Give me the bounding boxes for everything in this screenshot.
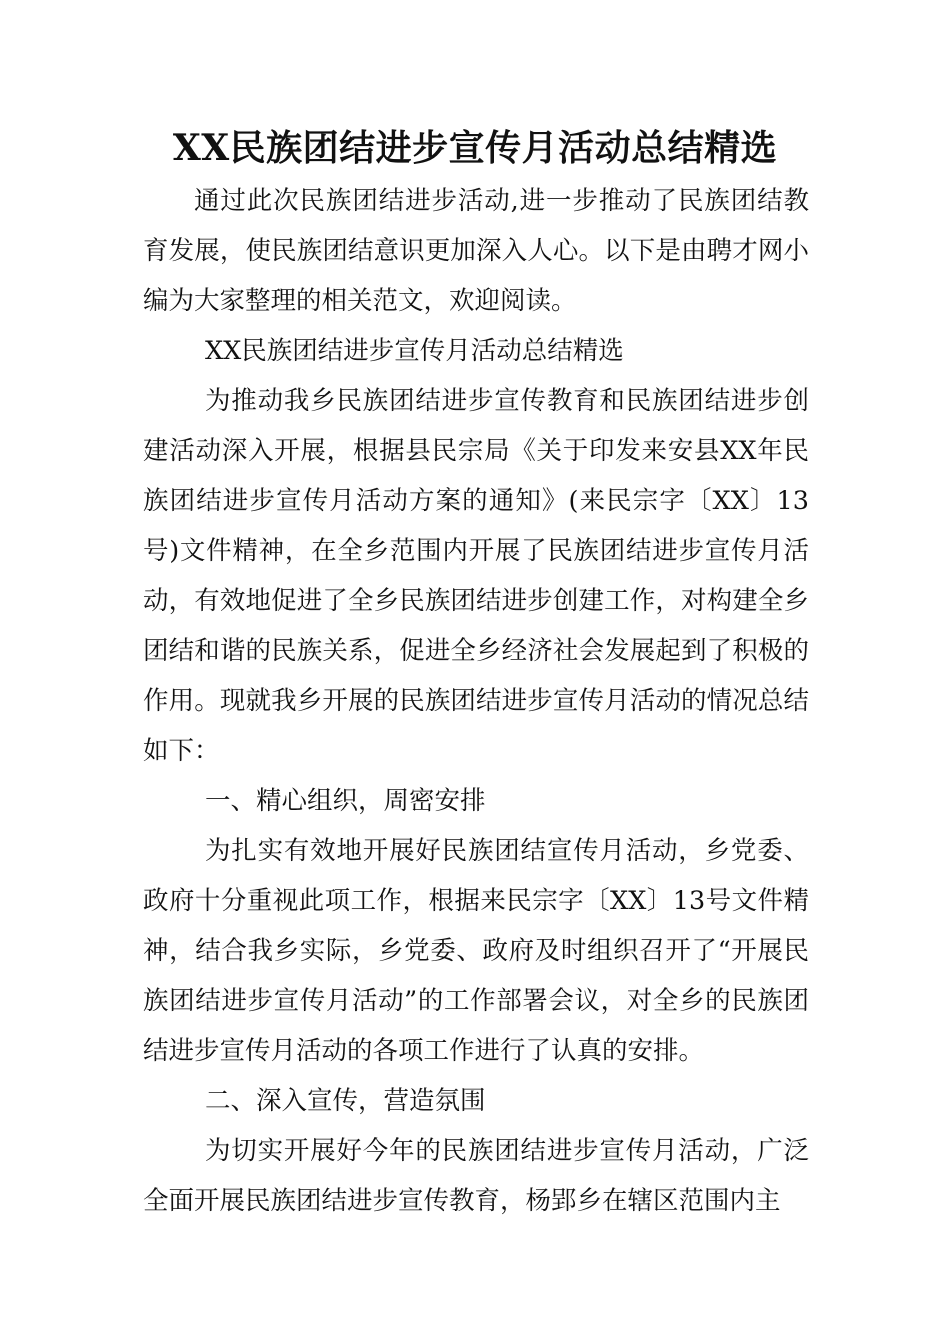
document-title: XX民族团结进步宣传月活动总结精选 bbox=[172, 127, 778, 169]
body-paragraph: 为扎实有效地开展好民族团结宣传月活动，乡党委、政府十分重视此项工作，根据来民宗字〔XX〕13号文件精神，结合我乡实际，乡党委、政府及时组织召开了“开展民族团结进步宣传月活动”的工作部署会议，对全乡的民族团结进步宣传月活动的各项工作进行了认真的安排。 bbox=[143, 836, 809, 1066]
document-body bbox=[143, 176, 809, 1226]
section-heading-1: 一、精心组织，周密安排 bbox=[205, 786, 486, 816]
body-paragraph: 为切实开展好今年的民族团结进步宣传月活动，广泛全面开展民族团结进步宣传教育，杨郢乡在辖区范围内主 bbox=[143, 1136, 809, 1216]
section-heading-2: 二、深入宣传，营造氛围 bbox=[205, 1086, 486, 1116]
intro-paragraph: 通过此次民族团结进步活动,进一步推动了民族团结教育发展，使民族团结意识更加深入人心。以下是由聘才网小编为大家整理的相关范文，欢迎阅读。 bbox=[143, 186, 809, 316]
body-paragraph: 为推动我乡民族团结进步宣传教育和民族团结进步创建活动深入开展，根据县民宗局《关于印发来安县XX年民族团结进步宣传月活动方案的通知》(来民宗字〔XX〕13号)文件精神，在全乡范围内开展了民族团结进步宣传月活动，有效地促进了全乡民族团结进步创建工作，对构建全乡团结和谐的民族关系，促进全乡经济社会发展起到了积极的作用。现就我乡开展的民族团结进步宣传月活动的情况总结如下： bbox=[143, 386, 809, 766]
section-subtitle: XX民族团结进步宣传月活动总结精选 bbox=[205, 336, 624, 366]
